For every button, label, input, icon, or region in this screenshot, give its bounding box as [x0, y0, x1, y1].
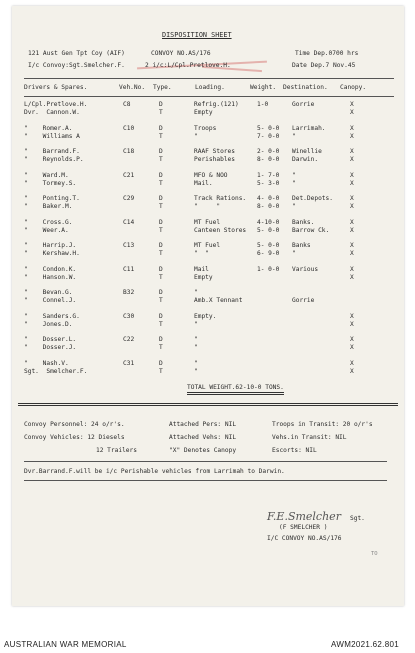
vehicle-number: C8: [123, 101, 131, 108]
loading-line-1: Refrig.(121): [194, 101, 239, 108]
footer-source: AUSTRALIAN WAR MEMORIAL: [4, 640, 127, 649]
weight-line-1: 5- 0-0: [257, 124, 280, 132]
canopy-mark-line-1: X: [350, 265, 354, 273]
destination-line-1: Larrimah.: [292, 124, 326, 132]
driver-line-2: " Weer.A.: [24, 226, 69, 234]
canopy-mark-line-1: X: [350, 218, 354, 226]
attached-pers: Attached Pers: NIL: [169, 421, 237, 428]
vehicle-type-line-1: D: [159, 124, 163, 132]
loading-line-2: " ": [194, 250, 209, 257]
canopy-mark-line-2: X: [350, 367, 354, 375]
vehicle-number: C21: [123, 171, 135, 179]
convoy-trailers: 12 Trailers: [96, 447, 137, 454]
loading-line-2: " ": [194, 203, 221, 210]
driver-line-2: " Kershaw.H.: [24, 250, 80, 257]
weight-line-2: 5- 0-0: [257, 226, 280, 234]
canopy-legend: "X" Denotes Canopy: [169, 447, 237, 454]
second-ic: 2 i/c:L/Cpl.Pretlove.H.: [145, 62, 231, 69]
canopy-mark-line-2: X: [350, 132, 354, 140]
canopy-mark-line-1: X: [350, 336, 354, 343]
vehicle-type-line-1: D: [159, 218, 163, 226]
loading-line-2: ": [194, 367, 198, 375]
convoy-number: CONVOY NO.AS/176: [151, 50, 211, 57]
canopy-mark-line-2: X: [350, 344, 354, 351]
vehicle-type-line-1: D: [159, 171, 163, 179]
vehicle-type-line-1: D: [159, 242, 163, 249]
vehicle-type-line-2: T: [159, 132, 163, 140]
vehicle-type-line-2: T: [159, 203, 163, 210]
weight-line-1: 1- 7-0: [257, 171, 280, 179]
destination-line-2: ": [292, 132, 296, 140]
col-loading: Loading.: [195, 84, 225, 91]
vehicle-type-line-1: D: [159, 289, 163, 296]
destination-line-2: Gorrie: [292, 297, 315, 304]
driver-line-2: " Hanson.W.: [24, 273, 77, 281]
signature-title: I/C CONVOY NO.AS/176: [267, 535, 342, 542]
loading-line-2: Mail.: [194, 179, 213, 187]
date-departure: Date Dep.7 Nov.45: [292, 62, 356, 69]
loading-line-2: ": [194, 344, 198, 351]
vehicle-number: C18: [123, 148, 135, 155]
vehicle-number: C13: [123, 242, 135, 249]
total-weight: TOTAL WEIGHT.62-10-0 TONS.: [187, 385, 284, 395]
escorts: Escorts: NIL: [272, 447, 317, 454]
vehicle-type-line-1: D: [159, 359, 163, 367]
driver-line-2: " Reynolds.P.: [24, 156, 84, 163]
divider-header: [24, 96, 394, 97]
driver-line-1: " Barrand.F.: [24, 148, 80, 155]
col-destination: Destination.: [283, 84, 328, 91]
destination-line-2: ": [292, 203, 296, 210]
driver-line-2: " Baker.M.: [24, 203, 73, 210]
convoy-personnel: Convoy Personnel: 24 o/r's.: [24, 421, 125, 428]
handwritten-signature: F.E.Smelcher: [267, 510, 341, 523]
loading-line-1: Empty.: [194, 312, 217, 320]
vehicle-type-line-2: T: [159, 273, 163, 281]
vehicle-type-line-2: T: [159, 344, 163, 351]
pencil-mark: TO: [371, 551, 378, 557]
ic-convoy: I/c Convoy:Sgt.Smelcher.F.: [28, 62, 125, 69]
canopy-mark-line-1: X: [350, 171, 354, 179]
attached-vehs: Attached Vehs: NIL: [169, 434, 237, 441]
time-departure: Time Dep.0700 hrs: [295, 50, 359, 57]
vehicle-number: C30: [123, 312, 135, 320]
destination-line-2: Darwin.: [292, 156, 319, 163]
divider-summary-top: [18, 403, 398, 404]
vehs-in-transit: Vehs.in Transit: NIL: [272, 434, 347, 441]
loading-line-2: Perishables: [194, 156, 235, 163]
driver-line-1: " Romer.A.: [24, 124, 73, 132]
vehicle-type-line-2: T: [159, 226, 163, 234]
divider-note-bottom: [24, 480, 387, 481]
vehicle-type-line-2: T: [159, 109, 163, 116]
destination-line-1: Banks.: [292, 218, 315, 226]
weight-line-1: 4-10-0: [257, 218, 280, 226]
destination-line-1: Winellie: [292, 148, 322, 155]
weight-line-2: 7- 0-0: [257, 132, 280, 140]
loading-line-1: ": [194, 289, 198, 296]
signature-rank: Sgt.: [350, 515, 365, 522]
document-sheet: [12, 6, 404, 606]
destination-line-1: ": [292, 171, 296, 179]
vehicle-type-line-1: D: [159, 336, 163, 343]
signature-name: (F SMELCHER ): [279, 524, 328, 531]
vehicle-number: C29: [123, 195, 135, 202]
loading-line-1: Mail: [194, 265, 209, 273]
destination-line-1: Banks: [292, 242, 311, 249]
driver-line-2: " Jones.D.: [24, 320, 73, 328]
weight-line-1: 1-0: [257, 101, 269, 108]
vehicle-number: C31: [123, 359, 135, 367]
canopy-mark-line-1: X: [350, 359, 354, 367]
divider-note-top: [24, 461, 387, 462]
driver-line-2: " Williams A: [24, 132, 80, 140]
canopy-mark-line-1: X: [350, 101, 354, 108]
weight-line-2: 6- 9-0: [257, 250, 280, 257]
footer-accession: AWM2021.62.801: [331, 640, 399, 649]
canopy-mark-line-2: X: [350, 226, 354, 234]
destination-line-1: Gorrie: [292, 101, 315, 108]
loading-line-1: MT Fuel: [194, 242, 221, 249]
unit-name: 121 Aust Gen Tpt Coy (AIF): [28, 50, 125, 57]
driver-line-2: Sgt. Smelcher.F.: [24, 367, 88, 375]
loading-line-1: Troops: [194, 124, 217, 132]
loading-line-1: RAAF Stores: [194, 148, 235, 155]
driver-line-1: L/Cpl.Pretlove.H.: [24, 101, 88, 108]
destination-line-1: Det.Depots.: [292, 195, 333, 202]
driver-line-1: " Condon.K.: [24, 265, 77, 273]
canopy-mark-line-1: X: [350, 312, 354, 320]
weight-line-1: 4- 0-0: [257, 195, 280, 202]
loading-line-1: MT Fuel: [194, 218, 221, 226]
vehicle-number: C14: [123, 218, 135, 226]
destination-line-2: ": [292, 250, 296, 257]
vehicle-type-line-2: T: [159, 250, 163, 257]
convoy-vehicles: Convoy Vehicles: 12 Diesels: [24, 434, 125, 441]
loading-line-2: Empty: [194, 109, 213, 116]
canopy-mark-line-2: X: [350, 250, 354, 257]
driver-line-1: " Nash.V.: [24, 359, 69, 367]
driver-line-1: " Harrip.J.: [24, 242, 77, 249]
driver-line-1: " Cross.G.: [24, 218, 73, 226]
driver-line-1: " Bevan.G.: [24, 289, 73, 296]
loading-line-2: ": [194, 132, 198, 140]
canopy-mark-line-1: X: [350, 195, 354, 202]
vehicle-type-line-1: D: [159, 148, 163, 155]
col-canopy: Canopy.: [340, 84, 367, 91]
weight-line-2: 8- 0-0: [257, 203, 280, 210]
vehicle-type-line-1: D: [159, 101, 163, 108]
loading-line-2: Amb.X Tennant: [194, 297, 243, 304]
driver-line-1: " Ponting.T.: [24, 195, 80, 202]
col-type: Type.: [153, 84, 172, 91]
weight-line-2: 5- 3-0: [257, 179, 280, 187]
divider-top: [24, 78, 394, 79]
vehicle-type-line-1: D: [159, 265, 163, 273]
vehicle-number: B32: [123, 289, 135, 296]
loading-line-2: Canteen Stores: [194, 226, 247, 234]
vehicle-type-line-2: T: [159, 320, 163, 328]
vehicle-number: C22: [123, 336, 135, 343]
canopy-mark-line-2: X: [350, 179, 354, 187]
canopy-mark-line-2: X: [350, 273, 354, 281]
vehicle-type-line-2: T: [159, 179, 163, 187]
loading-line-1: MFO & NOO: [194, 171, 228, 179]
driver-line-2: " Tormey.S.: [24, 179, 77, 187]
col-veh: Veh.No.: [119, 84, 146, 91]
troops-in-transit: Troops in Transit: 20 o/r's: [272, 421, 373, 428]
vehicle-number: C10: [123, 124, 135, 132]
col-weight: Weight.: [250, 84, 277, 91]
canopy-mark-line-2: X: [350, 320, 354, 328]
driver-line-1: " Dosser.L.: [24, 336, 77, 343]
driver-line-2: " Dosser.J.: [24, 344, 77, 351]
driver-line-1: " Ward.M.: [24, 171, 69, 179]
loading-line-2: ": [194, 320, 198, 328]
vehicle-type-line-2: T: [159, 367, 163, 375]
document-title: DISPOSITION SHEET: [162, 31, 232, 39]
driver-line-1: " Sanders.G.: [24, 312, 80, 320]
weight-line-2: 8- 0-0: [257, 156, 280, 163]
vehicle-number: C11: [123, 265, 135, 273]
vehicle-type-line-2: T: [159, 156, 163, 163]
canopy-mark-line-1: X: [350, 124, 354, 132]
canopy-mark-line-1: X: [350, 148, 354, 155]
loading-line-2: Empty: [194, 273, 213, 281]
weight-line-1: 1- 0-0: [257, 265, 280, 273]
canopy-mark-line-2: X: [350, 156, 354, 163]
driver-line-2: Dvr. Cannon.W.: [24, 109, 80, 116]
vehicle-type-line-1: D: [159, 195, 163, 202]
destination-line-1: Various: [292, 265, 319, 273]
driver-line-2: " Connel.J.: [24, 297, 77, 304]
col-drivers: Drivers & Spares.: [24, 84, 88, 91]
instruction-note: Dvr.Barrand.F.will be i/c Perishable vehicles from Larrimah to Darwin.: [24, 468, 285, 475]
loading-line-1: Track Rations.: [194, 195, 247, 202]
canopy-mark-line-2: X: [350, 203, 354, 210]
loading-line-1: ": [194, 336, 198, 343]
destination-line-2: ": [292, 179, 296, 187]
canopy-mark-line-2: X: [350, 109, 354, 116]
loading-line-1: ": [194, 359, 198, 367]
divider-summary-top-2: [18, 405, 398, 406]
weight-line-1: 5- 0-0: [257, 242, 280, 249]
weight-line-1: 2- 0-0: [257, 148, 280, 155]
canopy-mark-line-1: X: [350, 242, 354, 249]
destination-line-2: Barrow Ck.: [292, 226, 330, 234]
vehicle-type-line-1: D: [159, 312, 163, 320]
vehicle-type-line-2: T: [159, 297, 163, 304]
